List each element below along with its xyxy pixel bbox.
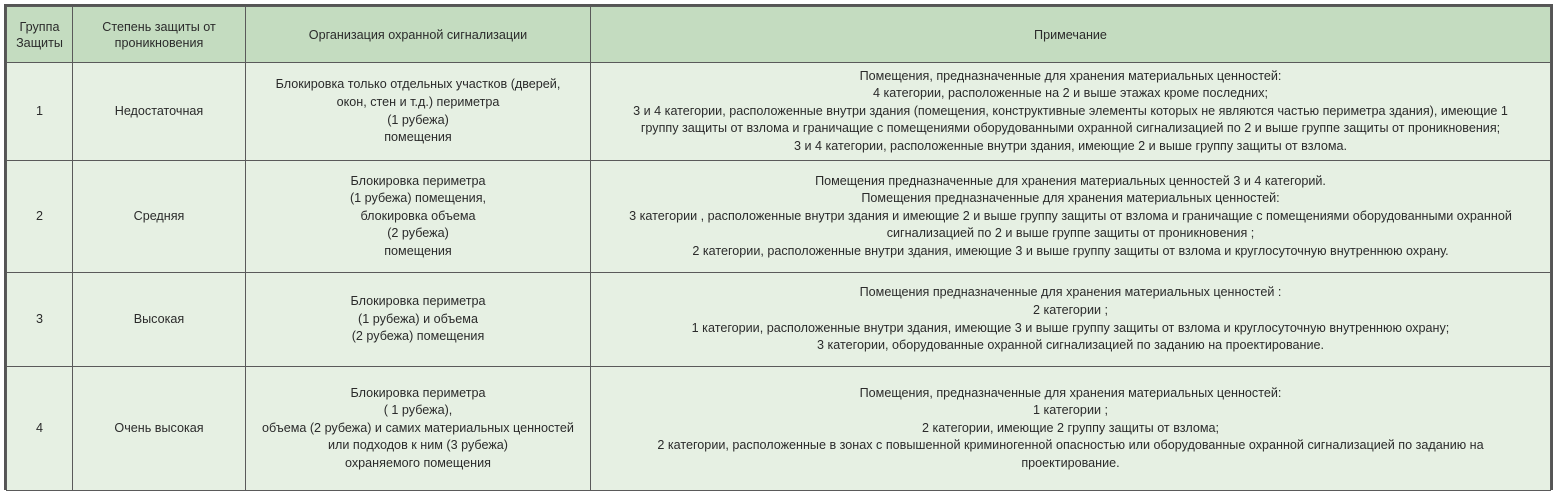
cell-degree: Недостаточная [73,63,246,161]
header-organization: Организация охранной сигнализации [246,7,591,63]
protection-groups-table [6,6,1551,491]
cell-note: Помещения предназначенные для хранения материальных ценностей 3 и 4 категорий. Помещения предназначенные для хранения материальных ценностей: 3 категории , расположенные внутри здания и имеющие 2 и выше группу защиты от взлома и граничащие с помещениями оборудованными охранной сигнализацией по 2 и выше группе защиты от проникновения ; 2 категории, расположенные внутри здания, имеющие 3 и выше группу защиты от взлома и круглосуточную внутреннюю охрану. [591,161,1551,273]
cell-group: 1 [7,63,73,161]
cell-degree: Высокая [73,273,246,367]
header-note: Примечание [591,7,1551,63]
header-degree: Степень защиты от проникновения [73,7,246,63]
table-row [7,161,1551,273]
header-group: Группа Защиты [7,7,73,63]
cell-organization: Блокировка периметра ( 1 рубежа), объема (2 рубежа) и самих материальных ценностей или подходов к ним (3 рубежа) охраняемого помещения [246,367,591,491]
cell-note: Помещения, предназначенные для хранения материальных ценностей: 4 категории, расположенные на 2 и выше этажах кроме последних; 3 и 4 категории, расположенные внутри здания (помещения, конструктивные элементы которых не являются частью периметра здания), имеющие 1 группу защиты от взлома и граничащие с помещениями оборудованными охранной сигнализацией по 2 и выше группе защиты от проникновения; 3 и 4 категории, расположенные внутри здания, имеющие 2 и выше группу защиты от взлома. [591,63,1551,161]
table-row [7,63,1551,161]
table-row [7,367,1551,491]
cell-degree: Средняя [73,161,246,273]
table-row [7,273,1551,367]
cell-note: Помещения, предназначенные для хранения материальных ценностей: 1 категории ; 2 категории, имеющие 2 группу защиты от взлома; 2 категории, расположенные в зонах с повышенной криминогенной опасностью или оборудованные охранной сигнализацией по заданию на проектирование. [591,367,1551,491]
protection-table-frame [4,4,1553,490]
cell-group: 4 [7,367,73,491]
cell-degree: Очень высокая [73,367,246,491]
cell-organization: Блокировка только отдельных участков (дверей, окон, стен и т.д.) периметра (1 рубежа) помещения [246,63,591,161]
cell-group: 3 [7,273,73,367]
cell-organization: Блокировка периметра (1 рубежа) помещения, блокировка объема (2 рубежа) помещения [246,161,591,273]
cell-note: Помещения предназначенные для хранения материальных ценностей : 2 категории ; 1 категории, расположенные внутри здания, имеющие 3 и выше группу защиты от взлома и круглосуточную внутреннюю охрану; 3 категории, оборудованные охранной сигнализацией по заданию на проектирование. [591,273,1551,367]
cell-group: 2 [7,161,73,273]
cell-organization: Блокировка периметра (1 рубежа) и объема (2 рубежа) помещения [246,273,591,367]
table-header-row [7,7,1551,63]
